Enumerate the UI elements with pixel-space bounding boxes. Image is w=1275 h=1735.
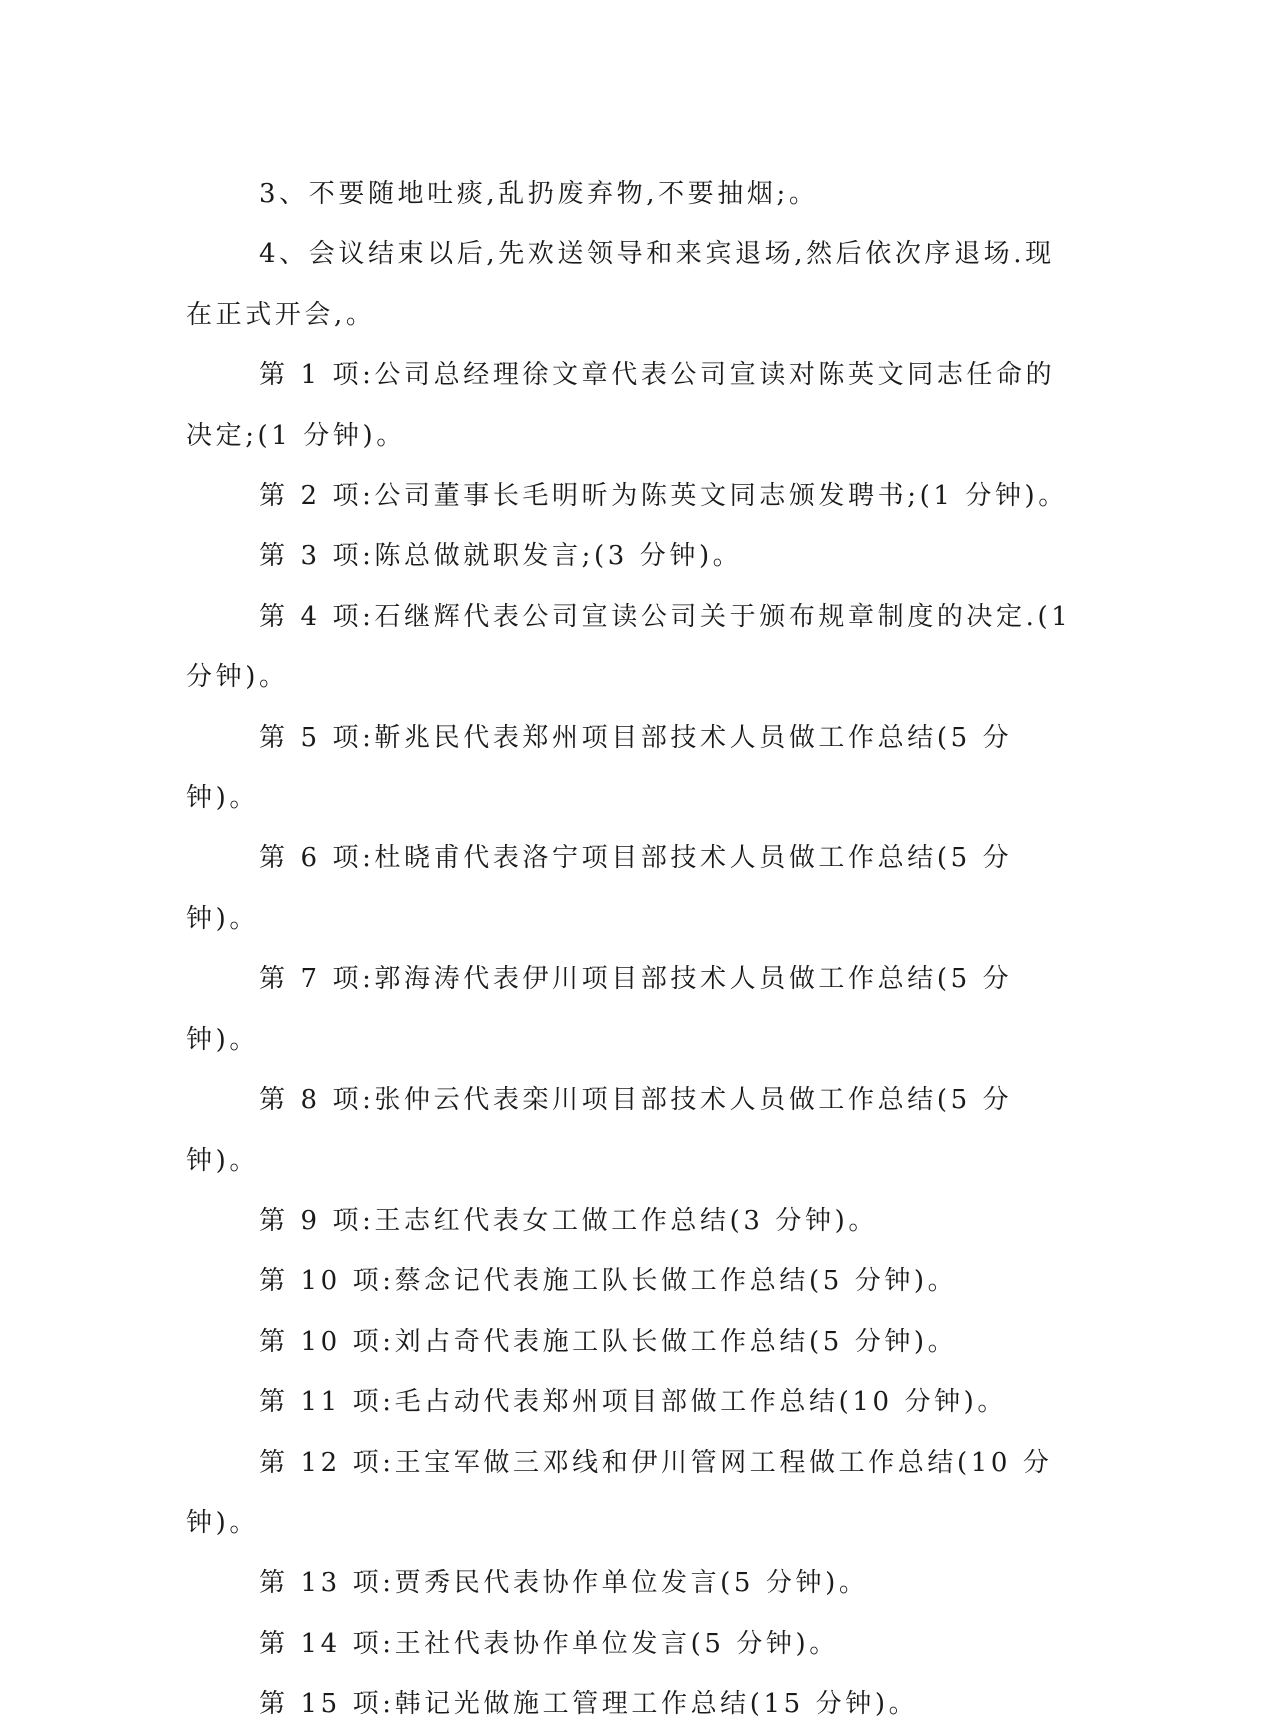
agenda-item-11: 第 11 项:毛占动代表郑州项目部做工作总结(10 分钟)。	[259, 1387, 1008, 1418]
agenda-item-10b: 第 10 项:刘占奇代表施工队长做工作总结(5 分钟)。	[259, 1326, 958, 1357]
paragraph-rule-3: 3、不要随地吐痰,乱扔废弃物,不要抽烟;。	[259, 179, 819, 209]
paragraph-rule-4: 4、会议结束以后,先欢送领导和来宾退场,然后依次序退场.现在正式开会,。	[186, 239, 1055, 330]
agenda-item-8: 第 8 项:张仲云代表栾川项目部技术人员做工作总结(5 分钟)。	[186, 1085, 1013, 1176]
agenda-item-5: 第 5 项:靳兆民代表郑州项目部技术人员做工作总结(5 分钟)。	[186, 722, 1013, 814]
agenda-item-2: 第 2 项:公司董事长毛明昕为陈英文同志颁发聘书;(1 分钟)。	[259, 481, 1068, 512]
agenda-item-12: 第 12 项:王宝军做三邓线和伊川管网工程做工作总结(10 分钟)。	[186, 1447, 1053, 1538]
agenda-item-1: 第 1 项:公司总经理徐文章代表公司宣读对陈英文同志任命的决定;(1 分钟)。	[186, 360, 1056, 451]
agenda-item-6: 第 6 项:杜晓甫代表洛宁项目部技术人员做工作总结(5 分钟)。	[186, 843, 1013, 934]
agenda-item-3: 第 3 项:陈总做就职发言;(3 分钟)。	[259, 541, 743, 572]
agenda-item-4: 第 4 项:石继辉代表公司宣读公司关于颁布规章制度的决定.(1 分钟)。	[186, 601, 1072, 693]
agenda-item-14: 第 14 项:王社代表协作单位发言(5 分钟)。	[259, 1628, 839, 1659]
agenda-item-10a: 第 10 项:蔡念记代表施工队长做工作总结(5 分钟)。	[259, 1266, 958, 1297]
agenda-item-7: 第 7 项:郭海涛代表伊川项目部技术人员做工作总结(5 分钟)。	[186, 964, 1013, 1055]
agenda-item-9: 第 9 项:王志红代表女工做工作总结(3 分钟)。	[259, 1205, 878, 1236]
document-body	[186, 164, 1076, 1735]
agenda-item-13: 第 13 项:贾秀民代表协作单位发言(5 分钟)。	[259, 1568, 869, 1599]
agenda-item-15: 第 15 项:韩记光做施工管理工作总结(15 分钟)。	[259, 1689, 919, 1720]
